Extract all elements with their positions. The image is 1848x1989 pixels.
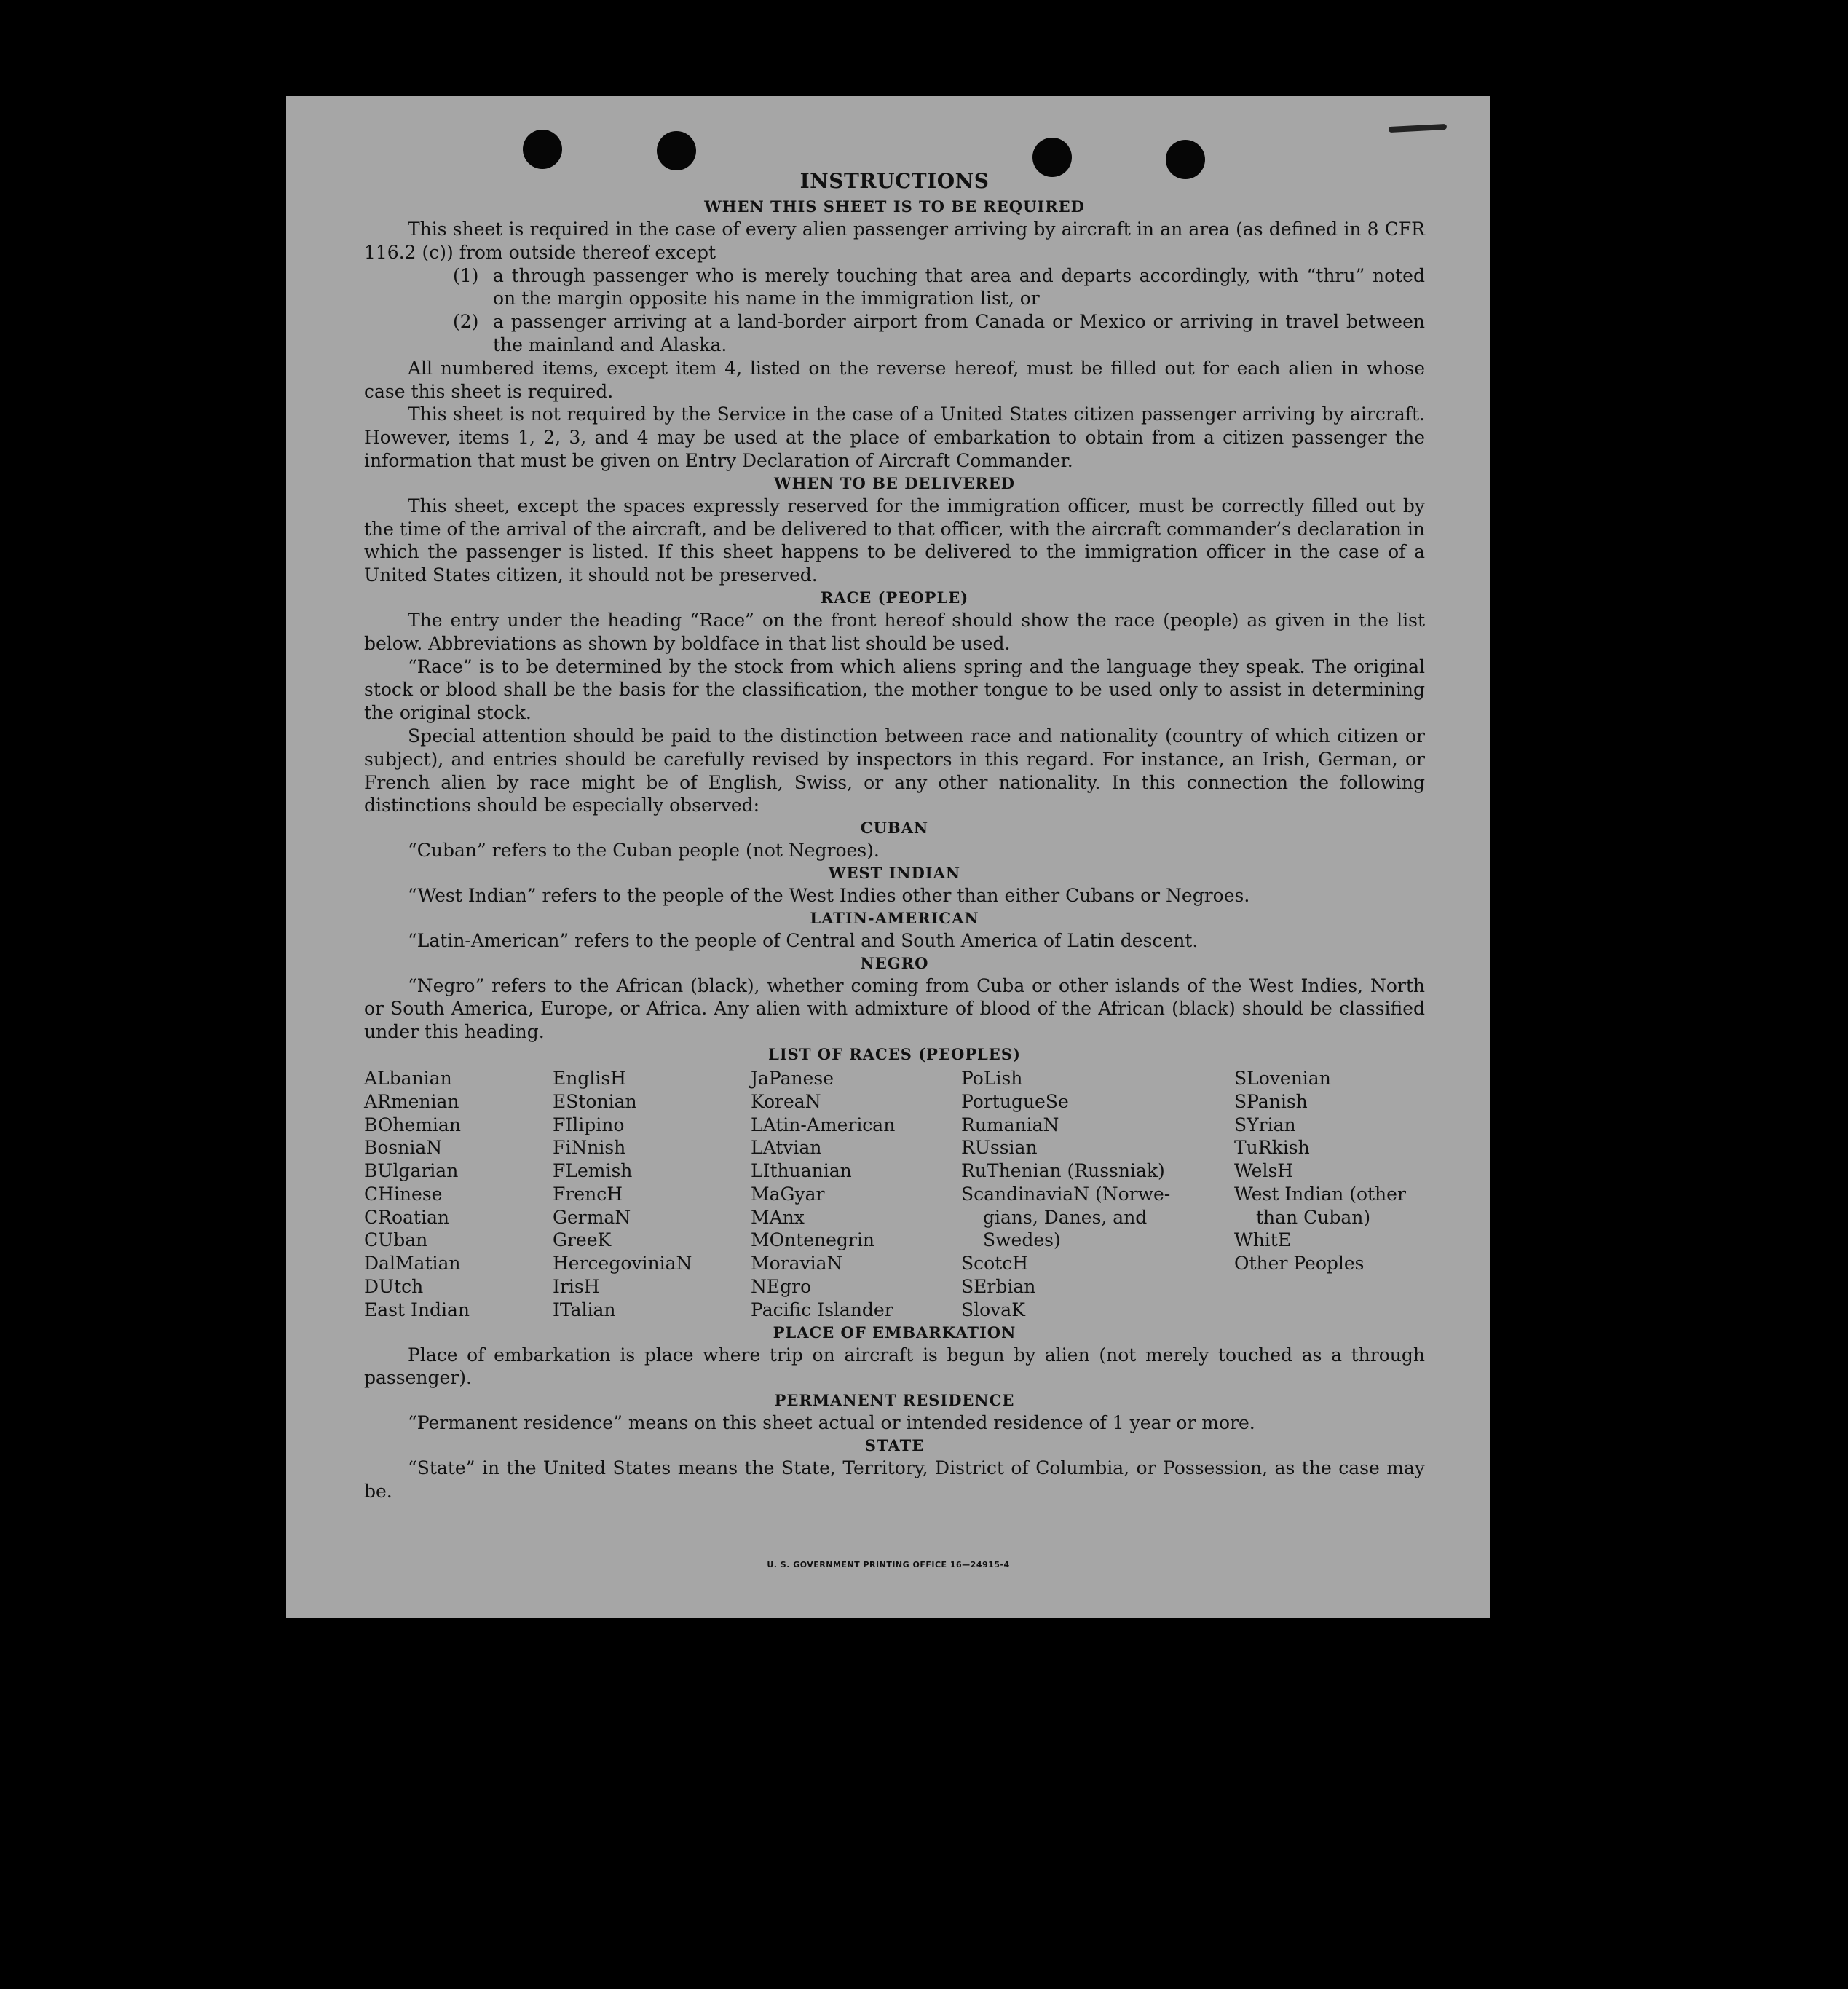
race-entry: MoraviaN bbox=[751, 1253, 843, 1275]
race-entry: TuRkish bbox=[1234, 1137, 1310, 1159]
race-entry: WhitE bbox=[1234, 1229, 1292, 1251]
paragraph: “Permanent residence” means on this sheet actual or intended residence of 1 year or more. bbox=[408, 1412, 1255, 1434]
race-entry: SYrian bbox=[1234, 1114, 1296, 1135]
section-heading-west-indian: WEST INDIAN bbox=[828, 863, 961, 882]
race-entry: BUlgarian bbox=[364, 1160, 459, 1182]
paragraph: “Negro” refers to the African (black), whether coming from Cuba or other islands of the West Indies, North or South America, Europe, or Africa. Any alien with admixture of blood of the African (black) should be classified under this heading. bbox=[364, 974, 1425, 1043]
race-entry: FIlipino bbox=[553, 1114, 625, 1135]
race-entry: RumaniaN bbox=[961, 1114, 1059, 1135]
races-column bbox=[364, 1067, 553, 1322]
section-heading-latin-american: LATIN-AMERICAN bbox=[810, 908, 979, 927]
section-heading-negro: NEGRO bbox=[860, 953, 929, 972]
races-column bbox=[751, 1067, 961, 1322]
section-heading-list-of-races: LIST OF RACES (PEOPLES) bbox=[768, 1044, 1021, 1063]
race-entry: West Indian (other bbox=[1234, 1183, 1406, 1205]
race-entry: HercegoviniaN bbox=[553, 1253, 692, 1275]
section-heading-permanent-residence: PERMANENT RESIDENCE bbox=[774, 1391, 1015, 1410]
race-entry: MaGyar bbox=[751, 1183, 825, 1205]
race-entry: Pacific Islander bbox=[751, 1299, 893, 1320]
paragraph: Place of embarkation is place where trip on aircraft is begun by alien (not merely touched as a through passenger). bbox=[364, 1344, 1425, 1389]
race-entry: RuThenian (Russniak) bbox=[961, 1160, 1165, 1182]
race-entry: SlovaK bbox=[961, 1299, 1025, 1320]
paragraph: Special attention should be paid to the distinction between race and nationality (country of which citizen or subject), and entries should be carefully revised by inspectors in this regard. For instance, an Irish, German, or French alien by race might be of English, Swiss, or any other nationality. In this connection the following distinctions should be especially observed: bbox=[364, 725, 1425, 816]
section-heading-embarkation: PLACE OF EMBARKATION bbox=[773, 1323, 1016, 1342]
race-entry: KoreaN bbox=[751, 1090, 821, 1112]
race-entry: FiNnish bbox=[553, 1137, 626, 1159]
race-entry: DalMatian bbox=[364, 1253, 461, 1275]
section-heading-race: RACE (PEOPLE) bbox=[820, 588, 969, 607]
race-entry: ARmenian bbox=[364, 1090, 459, 1112]
races-list bbox=[364, 1067, 1425, 1322]
section-heading-when-delivered: WHEN TO BE DELIVERED bbox=[773, 473, 1015, 492]
paragraph: All numbered items, except item 4, listed on the reverse hereof, must be filled out for each alien in whose case this sheet is required. bbox=[364, 357, 1425, 402]
race-entry: ITalian bbox=[553, 1299, 616, 1320]
section-heading-state: STATE bbox=[864, 1436, 925, 1455]
document-sheet bbox=[286, 96, 1490, 1618]
race-entry: LAtin-American bbox=[751, 1114, 896, 1135]
paragraph: “Race” is to be determined by the stock from which aliens spring and the language they speak. The original stock or blood shall be the basis for the classification, the mother tongue to be used only to assist in determining the original stock. bbox=[364, 655, 1425, 724]
races-column bbox=[553, 1067, 751, 1322]
section-heading-cuban: CUBAN bbox=[860, 819, 929, 838]
race-entry: CHinese bbox=[364, 1183, 443, 1205]
paragraph: “Latin-American” refers to the people of Central and South America of Latin descent. bbox=[408, 929, 1199, 951]
race-entry: CUban bbox=[364, 1229, 428, 1251]
section-heading-when-required: WHEN THIS SHEET IS TO BE REQUIRED bbox=[704, 197, 1085, 216]
item-text: a through passenger who is merely touching that area and departs accordingly, with “thru” noted on the margin opposite his name in the immigration list, or bbox=[493, 264, 1425, 310]
page-title: INSTRUCTIONS bbox=[799, 169, 990, 193]
paragraph: “State” in the United States means the State, Territory, District of Columbia, or Possession, as the case may be. bbox=[364, 1457, 1425, 1502]
race-entry: NEgro bbox=[751, 1276, 812, 1298]
race-entry: PoLish bbox=[961, 1067, 1023, 1089]
race-entry: ScandinaviaN (Norwe- bbox=[961, 1183, 1171, 1205]
race-entry: GermaN bbox=[553, 1206, 631, 1228]
race-entry: JaPanese bbox=[751, 1067, 834, 1089]
race-entry: ScotcH bbox=[961, 1253, 1029, 1275]
race-entry: East Indian bbox=[364, 1299, 470, 1320]
race-entry: FLemish bbox=[553, 1160, 633, 1182]
exception-item bbox=[453, 310, 1425, 357]
race-entry: IrisH bbox=[553, 1276, 600, 1298]
race-entry: BOhemian bbox=[364, 1114, 461, 1135]
ink-mark bbox=[1389, 124, 1447, 133]
paragraph: This sheet, except the spaces expressly reserved for the immigration officer, must be correctly filled out by the time of the arrival of the aircraft, and be delivered to that officer, with the aircraft commander’s declaration in which the passenger is listed. If this sheet happens to be delivered to the immigration officer in the case of a United States citizen, it should not be preserved. bbox=[364, 495, 1425, 586]
race-entry: FrencH bbox=[553, 1183, 623, 1205]
race-entry: MAnx bbox=[751, 1206, 805, 1228]
exception-item bbox=[453, 264, 1425, 311]
item-number: (2) bbox=[453, 311, 479, 333]
paragraph: This sheet is required in the case of every alien passenger arriving by aircraft in an area (as defined in 8 CFR 116.2 (c)) from outside thereof except bbox=[364, 218, 1425, 263]
instructions-content bbox=[364, 167, 1425, 1503]
item-number: (1) bbox=[453, 264, 479, 286]
punch-hole bbox=[657, 131, 696, 170]
paragraph: The entry under the heading “Race” on the front hereof should show the race (people) as given in the list below. Abbreviations as shown by boldface in that list should be used. bbox=[364, 609, 1425, 654]
race-entry: EnglisH bbox=[553, 1067, 626, 1089]
race-entry: MOntenegrin bbox=[751, 1229, 874, 1251]
race-entry: GreeK bbox=[553, 1229, 612, 1251]
race-entry: BosniaN bbox=[364, 1137, 443, 1159]
race-entry: CRoatian bbox=[364, 1206, 449, 1228]
printing-office-footer: U. S. GOVERNMENT PRINTING OFFICE 16—24915-4 bbox=[767, 1560, 1010, 1569]
race-entry: ALbanian bbox=[364, 1067, 452, 1089]
race-entry: Other Peoples bbox=[1234, 1253, 1365, 1275]
race-entry-continued: gians, Danes, and bbox=[983, 1206, 1148, 1228]
race-entry: PortugueSe bbox=[961, 1090, 1069, 1112]
race-entry: SPanish bbox=[1234, 1090, 1308, 1112]
race-entry: LAtvian bbox=[751, 1137, 822, 1159]
paragraph: “West Indian” refers to the people of the West Indies other than either Cubans or Negroes. bbox=[408, 884, 1250, 906]
race-entry-continued: Swedes) bbox=[983, 1229, 1061, 1251]
item-text: a passenger arriving at a land-border airport from Canada or Mexico or arriving in travel between the mainland and Alaska. bbox=[493, 311, 1425, 355]
races-column bbox=[961, 1067, 1234, 1322]
race-entry: EStonian bbox=[553, 1090, 637, 1112]
race-entry: DUtch bbox=[364, 1276, 424, 1298]
race-entry: RUssian bbox=[961, 1137, 1038, 1159]
race-entry-continued: than Cuban) bbox=[1256, 1206, 1371, 1228]
race-entry: SLovenian bbox=[1234, 1067, 1331, 1089]
race-entry: LIthuanian bbox=[751, 1160, 852, 1182]
paragraph: “Cuban” refers to the Cuban people (not Negroes). bbox=[408, 840, 880, 862]
races-column bbox=[1234, 1067, 1425, 1322]
punch-hole bbox=[523, 130, 562, 169]
race-entry: SErbian bbox=[961, 1276, 1036, 1298]
paragraph: This sheet is not required by the Service in the case of a United States citizen passenger arriving by aircraft. However, items 1, 2, 3, and 4 may be used at the place of embarkation to obtain from a citizen passenger the information that must be given on Entry Declaration of Aircraft Commander. bbox=[364, 403, 1425, 471]
race-entry: WelsH bbox=[1234, 1160, 1294, 1182]
